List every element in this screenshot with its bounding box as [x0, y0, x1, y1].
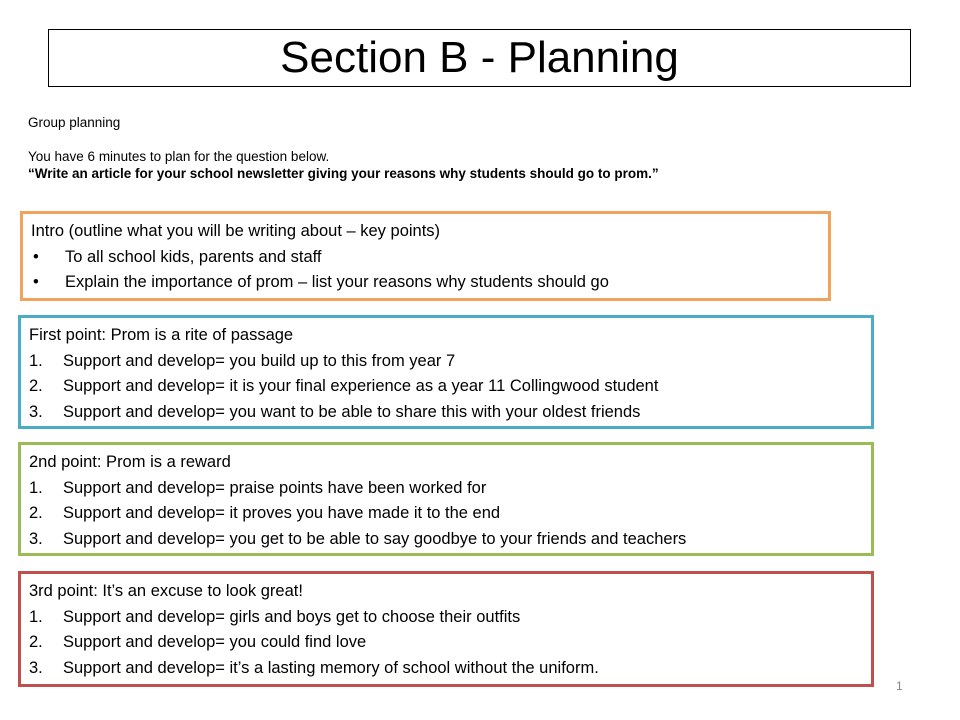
list-item-text: Support and develop= you could find love — [63, 633, 367, 651]
intro-heading: Intro (outline what you will be writing about – key points) — [31, 222, 441, 240]
list-item — [29, 349, 863, 375]
number-marker: 1. — [29, 351, 43, 370]
group-planning-label: Group planning — [28, 115, 121, 130]
list-item-text: Support and develop= you build up to this from year 7 — [63, 351, 456, 370]
number-marker: 2. — [29, 504, 43, 522]
third-point-list — [29, 605, 863, 682]
list-item — [29, 656, 863, 682]
list-item — [29, 605, 863, 631]
third-point-box — [18, 571, 874, 687]
list-item-text: Support and develop= girls and boys get to choose their outfits — [63, 607, 521, 626]
number-marker: 2. — [29, 377, 43, 395]
third-point-heading: 3rd point: It’s an excuse to look great! — [29, 582, 303, 600]
list-item — [31, 245, 820, 271]
number-marker: 3. — [29, 402, 43, 421]
list-item — [29, 400, 863, 426]
first-point-heading: First point: Prom is a rite of passage — [29, 326, 294, 344]
list-item — [29, 630, 863, 656]
list-item-text: Explain the importance of prom – list your reasons why students should go — [65, 273, 609, 291]
list-item-text: To all school kids, parents and staff — [65, 247, 322, 266]
bullet-marker: • — [33, 273, 39, 291]
second-point-heading: 2nd point: Prom is a reward — [29, 453, 231, 471]
number-marker: 1. — [29, 478, 43, 497]
intro-box — [20, 211, 831, 301]
list-item — [29, 476, 863, 502]
bullet-marker: • — [33, 247, 39, 266]
list-item-text: Support and develop= it proves you have made it to the end — [63, 504, 501, 522]
number-marker: 3. — [29, 529, 43, 548]
spacer — [28, 131, 888, 148]
page-number: 1 — [896, 679, 903, 693]
list-item-text: Support and develop= praise points have been worked for — [63, 478, 487, 497]
number-marker: 1. — [29, 607, 43, 626]
number-marker: 2. — [29, 633, 43, 651]
list-item-text: Support and develop= it is your final experience as a year 11 Collingwood student — [63, 377, 659, 395]
list-item — [29, 501, 863, 527]
list-item-text: Support and develop= it’s a lasting memory of school without the uniform. — [63, 658, 599, 677]
list-item — [29, 527, 863, 553]
intro-list — [31, 245, 820, 296]
slide-title: Section B - Planning — [48, 29, 911, 87]
question-text: “Write an article for your school newsletter giving your reasons why students should go to prom.” — [28, 166, 659, 181]
instructions — [28, 114, 888, 182]
instruction-text: You have 6 minutes to plan for the question below. — [28, 149, 330, 164]
second-point-box — [18, 442, 874, 556]
first-point-box — [18, 315, 874, 429]
list-item-text: Support and develop= you want to be able to share this with your oldest friends — [63, 402, 641, 421]
number-marker: 3. — [29, 658, 43, 677]
first-point-list — [29, 349, 863, 426]
list-item — [31, 270, 820, 296]
list-item — [29, 374, 863, 400]
second-point-list — [29, 476, 863, 553]
list-item-text: Support and develop= you get to be able to say goodbye to your friends and teachers — [63, 529, 687, 548]
